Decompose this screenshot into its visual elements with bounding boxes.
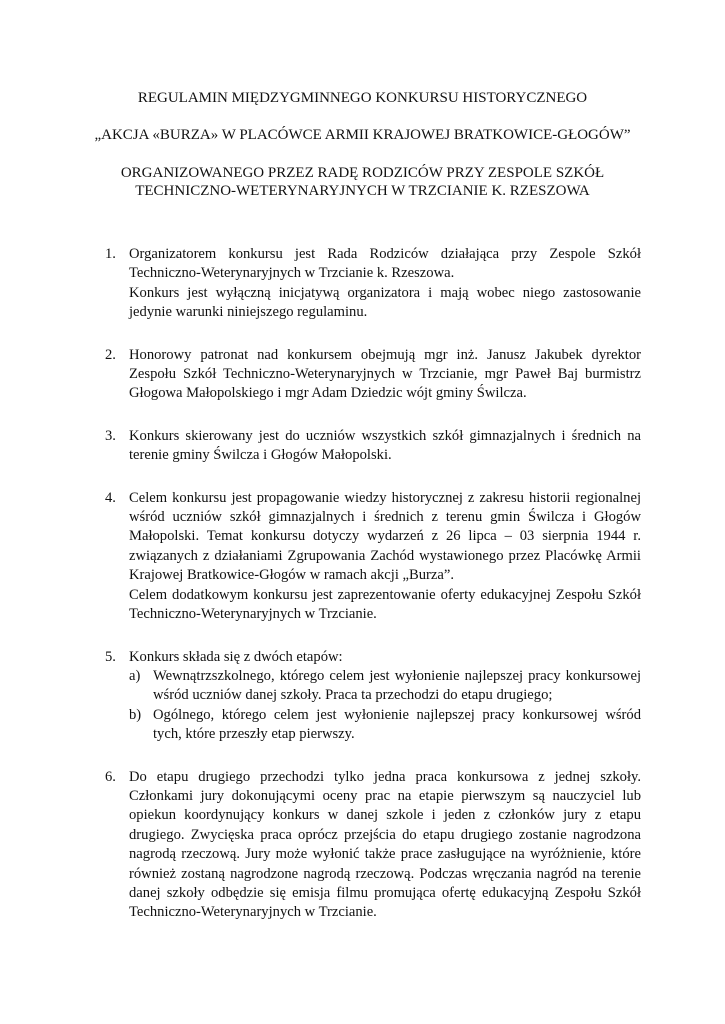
list-item bbox=[105, 489, 641, 625]
item-paragraph: Celem dodatkowym konkursu jest zaprezentowanie oferty edukacyjnej Zespołu Szkół Techniczno-Weterynaryjnych w Trzcianie. bbox=[129, 586, 641, 623]
item-paragraph: Konkurs składa się z dwóch etapów: bbox=[129, 648, 343, 665]
sub-list-item bbox=[129, 667, 641, 706]
document-title-line-4: TECHNICZNO-WETERYNARYJNYCH W TRZCIANIE K. RZESZOWA bbox=[135, 183, 590, 199]
list-item bbox=[105, 245, 641, 323]
sub-item-letter: a) bbox=[129, 667, 141, 684]
item-number: 2. bbox=[105, 346, 116, 363]
sub-item-text: Wewnątrzszkolnego, którego celem jest wyłonienie najlepszej pracy konkursowej wśród uczniów danej szkoły. Praca ta przechodzi do etapu drugiego; bbox=[153, 667, 641, 704]
item-number: 6. bbox=[105, 768, 116, 785]
regulations-list bbox=[105, 245, 641, 923]
list-item bbox=[105, 427, 641, 466]
item-number: 5. bbox=[105, 648, 116, 665]
list-item bbox=[105, 346, 641, 404]
item-paragraph: Honorowy patronat nad konkursem obejmują mgr inż. Janusz Jakubek dyrektor Zespołu Szkół Techniczno-Weterynaryjnych w Trzcianie, mgr Paweł Baj burmistrz Głogowa Małopolskiego i mgr Adam Dziedzic wójt gminy Świlcza. bbox=[129, 346, 641, 402]
item-paragraph: Konkurs jest wyłączną inicjatywą organizatora i mają wobec niego zastosowanie jedynie warunki niniejszego regulaminu. bbox=[129, 284, 641, 321]
item-number: 3. bbox=[105, 427, 116, 444]
sub-item-text: Ogólnego, którego celem jest wyłonienie najlepszej pracy konkursowej wśród tych, które przeszły etap pierwszy. bbox=[153, 706, 641, 743]
item-paragraph: Konkurs skierowany jest do uczniów wszystkich szkół gimnazjalnych i średnich na terenie gminy Świlcza i Głogów Małopolski. bbox=[129, 427, 641, 464]
item-paragraph: Do etapu drugiego przechodzi tylko jedna praca konkursowa z jednej szkoły. Członkami jury dokonującymi oceny prac na etapie pierwszym są nauczyciel lub opiekun koordynujący konkurs w danej szkole i jeden z członków jury z etapu drugiego. Zwycięska praca oprócz przejścia do etapu drugiego zostanie nagrodzona nagrodą rzeczową. Jury może wyłonić także prace zasługujące na wyróżnienie, które również zostaną nagrodzone nagrodą rzeczową. Podczas wręczania nagród na terenie danej szkoły odbędzie się emisja filmu promująca ofertę edukacyjną Zespołu Szkół Techniczno-Weterynaryjnych w Trzcianie. bbox=[129, 768, 641, 921]
sub-item-letter: b) bbox=[129, 706, 142, 723]
item-number: 4. bbox=[105, 489, 116, 506]
item-number: 1. bbox=[105, 246, 116, 262]
document-title-line-2: „AKCJA «BURZA» W PLACÓWCE ARMII KRAJOWEJ BRATKOWICE-GŁOGÓW” bbox=[94, 127, 631, 143]
list-item bbox=[105, 648, 641, 745]
item-paragraph: Organizatorem konkursu jest Rada Rodziców działająca przy Zespole Szkół Techniczno-Weterynaryjnych w Trzcianie k. Rzeszowa. bbox=[129, 246, 641, 282]
document-title-line-1: REGULAMIN MIĘDZYGMINNEGO KONKURSU HISTORYCZNEGO bbox=[137, 90, 588, 106]
list-item bbox=[105, 768, 641, 923]
document-title-line-3: ORGANIZOWANEGO PRZEZ RADĘ RODZICÓW PRZY ZESPOLE SZKÓŁ bbox=[120, 165, 605, 181]
sub-list-item bbox=[129, 706, 641, 745]
item-paragraph: Celem konkursu jest propagowanie wiedzy historycznej z zakresu historii regionalnej wśród uczniów szkół gimnazjalnych i średnich z terenu gmin Świlcza i Głogów Małopolski. Temat konkursu dotyczy wydarzeń z 26 lipca – 03 sierpnia 1944 r. związanych z działaniami Zgrupowania Zachód wystawionego przez Placówkę Armii Krajowej Bratkowice-Głogów w ramach akcji „Burza”. bbox=[129, 489, 641, 584]
